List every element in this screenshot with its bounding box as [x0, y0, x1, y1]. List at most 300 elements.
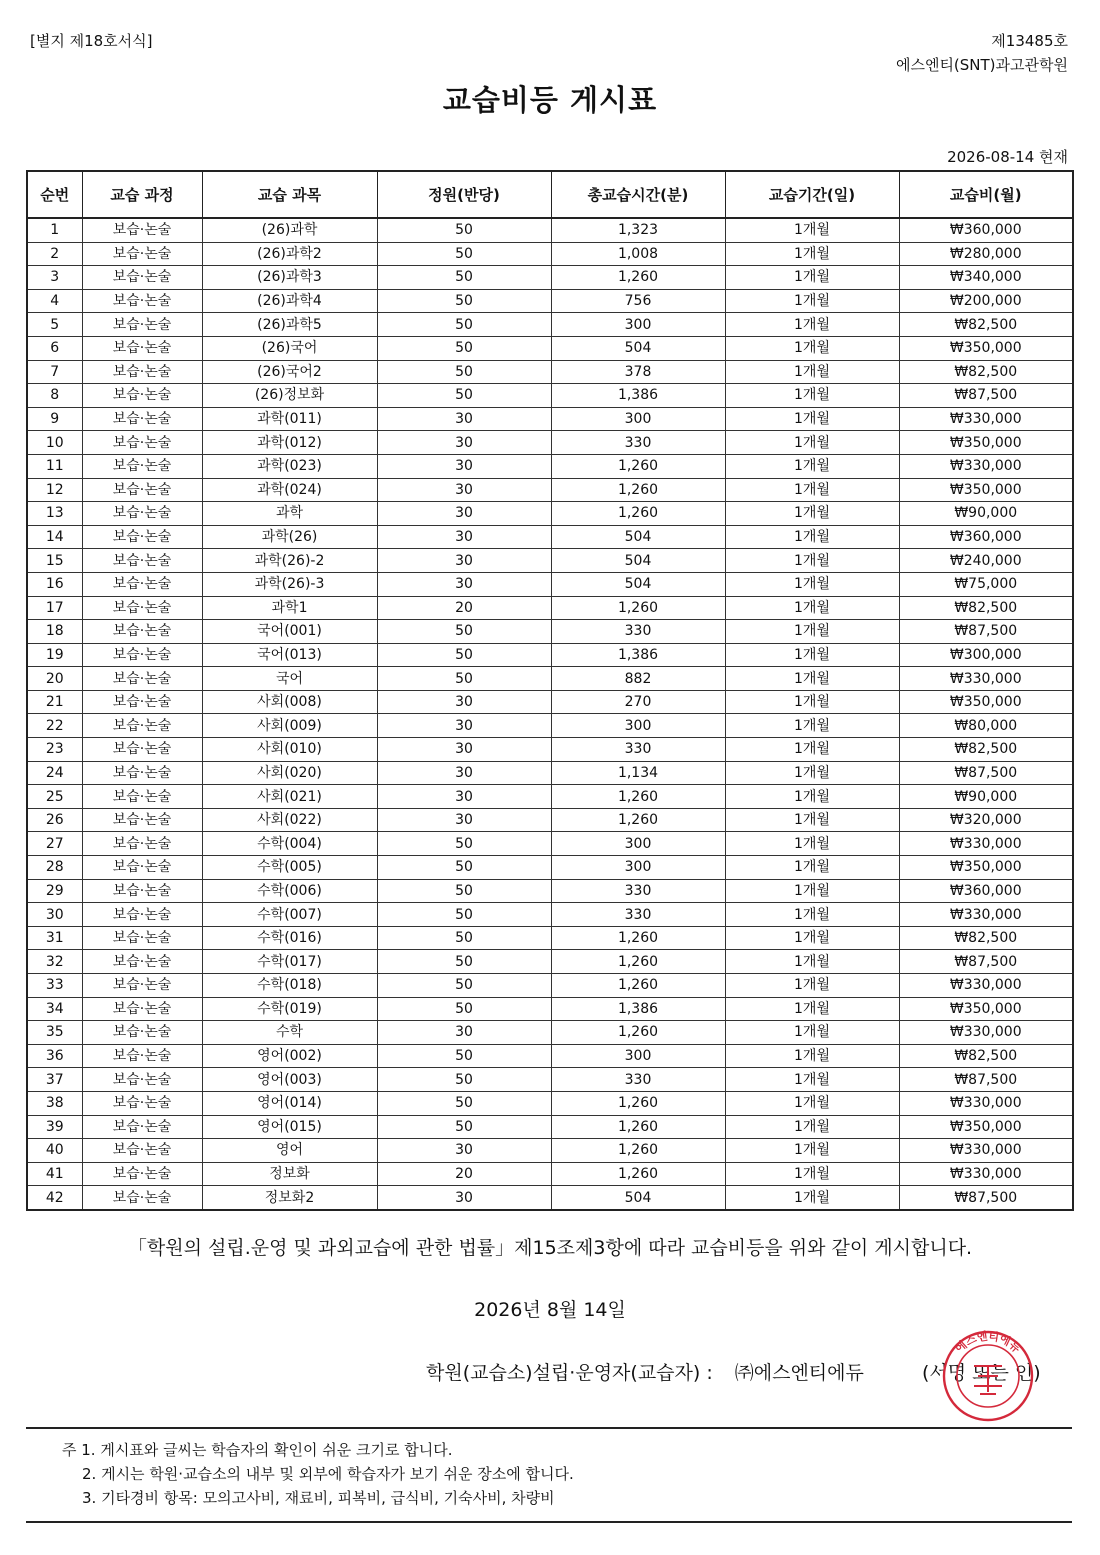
- capacity-cell: 30: [377, 407, 551, 431]
- course-cell: 보습·논술: [82, 1162, 202, 1186]
- period-cell: 1개월: [725, 1044, 899, 1068]
- table-row: [27, 360, 1073, 384]
- period-cell: 1개월: [725, 1139, 899, 1163]
- fee-cell: ₩280,000: [899, 242, 1073, 266]
- row-number: 25: [27, 785, 82, 809]
- course-cell: 보습·논술: [82, 242, 202, 266]
- subject-cell: 과학(024): [202, 478, 377, 502]
- fee-cell: ₩82,500: [899, 596, 1073, 620]
- course-cell: 보습·논술: [82, 690, 202, 714]
- period-cell: 1개월: [725, 242, 899, 266]
- seal-text: 에스엔티에듀: [953, 1329, 1023, 1356]
- table-row: [27, 431, 1073, 455]
- notes-bottom-rule: [26, 1521, 1072, 1523]
- total-minutes-cell: 756: [551, 289, 725, 313]
- row-number: 22: [27, 714, 82, 738]
- total-minutes-cell: 1,008: [551, 242, 725, 266]
- subject-cell: 정보화2: [202, 1186, 377, 1210]
- table-row: [27, 313, 1073, 337]
- capacity-cell: 50: [377, 974, 551, 998]
- table-row: [27, 1091, 1073, 1115]
- note-item: 2. 게시는 학원·교습소의 내부 및 외부에 학습자가 보기 쉬운 장소에 합니다.: [82, 1465, 574, 1483]
- fee-cell: ₩82,500: [899, 360, 1073, 384]
- column-header-subject: 교습 과목: [202, 171, 377, 218]
- capacity-cell: 20: [377, 1162, 551, 1186]
- row-number: 42: [27, 1186, 82, 1210]
- course-cell: 보습·논술: [82, 454, 202, 478]
- course-cell: 보습·논술: [82, 502, 202, 526]
- period-cell: 1개월: [725, 832, 899, 856]
- subject-cell: 사회(008): [202, 690, 377, 714]
- row-number: 39: [27, 1115, 82, 1139]
- operator-name: ㈜에스엔티에듀: [734, 1362, 864, 1384]
- period-cell: 1개월: [725, 879, 899, 903]
- capacity-cell: 30: [377, 808, 551, 832]
- table-row: [27, 620, 1073, 644]
- row-number: 18: [27, 620, 82, 644]
- course-cell: 보습·논술: [82, 1021, 202, 1045]
- course-cell: 보습·논술: [82, 549, 202, 573]
- row-number: 3: [27, 266, 82, 290]
- table-row: [27, 761, 1073, 785]
- subject-cell: 수학(006): [202, 879, 377, 903]
- row-number: 5: [27, 313, 82, 337]
- course-cell: 보습·논술: [82, 525, 202, 549]
- total-minutes-cell: 504: [551, 336, 725, 360]
- table-row: [27, 1044, 1073, 1068]
- capacity-cell: 30: [377, 431, 551, 455]
- total-minutes-cell: 1,260: [551, 596, 725, 620]
- period-cell: 1개월: [725, 266, 899, 290]
- subject-cell: 사회(021): [202, 785, 377, 809]
- total-minutes-cell: 1,260: [551, 1115, 725, 1139]
- period-cell: 1개월: [725, 1162, 899, 1186]
- column-header-fee: 교습비(월): [899, 171, 1073, 218]
- row-number: 2: [27, 242, 82, 266]
- operator-label: 학원(교습소)설립·운영자(교습자) :: [426, 1362, 713, 1384]
- capacity-cell: 30: [377, 549, 551, 573]
- fee-table: [26, 170, 1074, 1211]
- total-minutes-cell: 300: [551, 832, 725, 856]
- fee-cell: ₩330,000: [899, 1021, 1073, 1045]
- total-minutes-cell: 300: [551, 714, 725, 738]
- note-item: 주 1. 게시표와 글씨는 학습자의 확인이 쉬운 크기로 합니다.: [62, 1441, 453, 1459]
- capacity-cell: 50: [377, 643, 551, 667]
- subject-cell: 수학(005): [202, 856, 377, 880]
- subject-cell: 국어(001): [202, 620, 377, 644]
- operator-line: [426, 1358, 864, 1385]
- course-cell: 보습·논술: [82, 643, 202, 667]
- capacity-cell: 50: [377, 832, 551, 856]
- fee-cell: ₩350,000: [899, 431, 1073, 455]
- capacity-cell: 50: [377, 360, 551, 384]
- fee-cell: ₩330,000: [899, 454, 1073, 478]
- subject-cell: 영어(002): [202, 1044, 377, 1068]
- course-cell: 보습·논술: [82, 384, 202, 408]
- capacity-cell: 30: [377, 572, 551, 596]
- fee-cell: ₩200,000: [899, 289, 1073, 313]
- total-minutes-cell: 1,260: [551, 926, 725, 950]
- total-minutes-cell: 1,260: [551, 1091, 725, 1115]
- table-row: [27, 643, 1073, 667]
- capacity-cell: 50: [377, 1044, 551, 1068]
- capacity-cell: 50: [377, 313, 551, 337]
- course-cell: 보습·논술: [82, 974, 202, 998]
- course-cell: 보습·논술: [82, 761, 202, 785]
- subject-cell: 사회(022): [202, 808, 377, 832]
- fee-cell: ₩350,000: [899, 690, 1073, 714]
- subject-cell: 사회(009): [202, 714, 377, 738]
- row-number: 4: [27, 289, 82, 313]
- course-cell: 보습·논술: [82, 1139, 202, 1163]
- table-row: [27, 903, 1073, 927]
- table-row: [27, 454, 1073, 478]
- row-number: 20: [27, 667, 82, 691]
- row-number: 1: [27, 218, 82, 242]
- total-minutes-cell: 504: [551, 525, 725, 549]
- fee-cell: ₩240,000: [899, 549, 1073, 573]
- total-minutes-cell: 270: [551, 690, 725, 714]
- row-number: 6: [27, 336, 82, 360]
- capacity-cell: 30: [377, 761, 551, 785]
- period-cell: 1개월: [725, 808, 899, 832]
- period-cell: 1개월: [725, 714, 899, 738]
- subject-cell: 국어: [202, 667, 377, 691]
- fee-cell: ₩350,000: [899, 856, 1073, 880]
- table-body: [27, 218, 1073, 1210]
- course-cell: 보습·논술: [82, 336, 202, 360]
- fee-cell: ₩350,000: [899, 997, 1073, 1021]
- column-header-capacity: 정원(반당): [377, 171, 551, 218]
- capacity-cell: 30: [377, 1186, 551, 1210]
- total-minutes-cell: 378: [551, 360, 725, 384]
- course-cell: 보습·논술: [82, 572, 202, 596]
- table-row: [27, 384, 1073, 408]
- subject-cell: 수학(007): [202, 903, 377, 927]
- period-cell: 1개월: [725, 431, 899, 455]
- capacity-cell: 30: [377, 502, 551, 526]
- period-cell: 1개월: [725, 690, 899, 714]
- subject-cell: 과학(011): [202, 407, 377, 431]
- subject-cell: 사회(020): [202, 761, 377, 785]
- course-cell: 보습·논술: [82, 1044, 202, 1068]
- course-cell: 보습·논술: [82, 360, 202, 384]
- capacity-cell: 30: [377, 1139, 551, 1163]
- row-number: 10: [27, 431, 82, 455]
- row-number: 21: [27, 690, 82, 714]
- capacity-cell: 30: [377, 785, 551, 809]
- period-cell: 1개월: [725, 738, 899, 762]
- course-cell: 보습·논술: [82, 808, 202, 832]
- row-number: 28: [27, 856, 82, 880]
- row-number: 19: [27, 643, 82, 667]
- subject-cell: 수학(016): [202, 926, 377, 950]
- period-cell: 1개월: [725, 218, 899, 242]
- table-row: [27, 1162, 1073, 1186]
- table-row: [27, 1139, 1073, 1163]
- table-row: [27, 266, 1073, 290]
- period-cell: 1개월: [725, 761, 899, 785]
- subject-cell: 수학: [202, 1021, 377, 1045]
- course-cell: 보습·논술: [82, 714, 202, 738]
- row-number: 17: [27, 596, 82, 620]
- total-minutes-cell: 300: [551, 313, 725, 337]
- total-minutes-cell: 1,260: [551, 266, 725, 290]
- posting-date: 2026년 8월 14일: [474, 1299, 626, 1321]
- course-cell: 보습·논술: [82, 266, 202, 290]
- period-cell: 1개월: [725, 974, 899, 998]
- table-row: [27, 667, 1073, 691]
- table-row: [27, 714, 1073, 738]
- table-row: [27, 1021, 1073, 1045]
- total-minutes-cell: 1,260: [551, 1162, 725, 1186]
- table-row: [27, 478, 1073, 502]
- total-minutes-cell: 504: [551, 549, 725, 573]
- table-row: [27, 1115, 1073, 1139]
- subject-cell: 과학(26)-3: [202, 572, 377, 596]
- course-cell: 보습·논술: [82, 478, 202, 502]
- period-cell: 1개월: [725, 1186, 899, 1210]
- fee-cell: ₩330,000: [899, 667, 1073, 691]
- subject-cell: 영어(014): [202, 1091, 377, 1115]
- period-cell: 1개월: [725, 313, 899, 337]
- capacity-cell: 50: [377, 856, 551, 880]
- academy-name: 에스엔티(SNT)과고관학원: [895, 56, 1068, 74]
- total-minutes-cell: 1,260: [551, 1139, 725, 1163]
- period-cell: 1개월: [725, 856, 899, 880]
- subject-cell: (26)국어2: [202, 360, 377, 384]
- row-number: 37: [27, 1068, 82, 1092]
- subject-cell: 과학(26)-2: [202, 549, 377, 573]
- table-header-row: [27, 171, 1073, 218]
- subject-cell: 사회(010): [202, 738, 377, 762]
- subject-cell: (26)과학: [202, 218, 377, 242]
- capacity-cell: 50: [377, 1091, 551, 1115]
- column-header-no: 순번: [27, 171, 82, 218]
- row-number: 23: [27, 738, 82, 762]
- capacity-cell: 50: [377, 997, 551, 1021]
- fee-cell: ₩87,500: [899, 950, 1073, 974]
- period-cell: 1개월: [725, 360, 899, 384]
- fee-cell: ₩330,000: [899, 1139, 1073, 1163]
- table-row: [27, 856, 1073, 880]
- total-minutes-cell: 882: [551, 667, 725, 691]
- row-number: 40: [27, 1139, 82, 1163]
- table-row: [27, 289, 1073, 313]
- period-cell: 1개월: [725, 926, 899, 950]
- table-row: [27, 879, 1073, 903]
- period-cell: 1개월: [725, 997, 899, 1021]
- fee-cell: ₩330,000: [899, 1091, 1073, 1115]
- fee-cell: ₩87,500: [899, 384, 1073, 408]
- page-title: 교습비등 게시표: [442, 83, 658, 117]
- row-number: 33: [27, 974, 82, 998]
- fee-cell: ₩340,000: [899, 266, 1073, 290]
- fee-cell: ₩330,000: [899, 1162, 1073, 1186]
- capacity-cell: 50: [377, 620, 551, 644]
- company-seal-stamp: [940, 1328, 1036, 1424]
- period-cell: 1개월: [725, 1021, 899, 1045]
- fee-cell: ₩330,000: [899, 974, 1073, 998]
- course-cell: 보습·논술: [82, 313, 202, 337]
- total-minutes-cell: 300: [551, 1044, 725, 1068]
- fee-cell: ₩330,000: [899, 407, 1073, 431]
- table-row: [27, 832, 1073, 856]
- total-minutes-cell: 1,134: [551, 761, 725, 785]
- row-number: 14: [27, 525, 82, 549]
- period-cell: 1개월: [725, 525, 899, 549]
- subject-cell: 영어(015): [202, 1115, 377, 1139]
- capacity-cell: 30: [377, 525, 551, 549]
- total-minutes-cell: 1,260: [551, 478, 725, 502]
- subject-cell: 과학(012): [202, 431, 377, 455]
- capacity-cell: 50: [377, 926, 551, 950]
- table-row: [27, 596, 1073, 620]
- fee-cell: ₩350,000: [899, 336, 1073, 360]
- row-number: 34: [27, 997, 82, 1021]
- row-number: 38: [27, 1091, 82, 1115]
- total-minutes-cell: 330: [551, 431, 725, 455]
- period-cell: 1개월: [725, 572, 899, 596]
- table-row: [27, 785, 1073, 809]
- subject-cell: 수학(018): [202, 974, 377, 998]
- capacity-cell: 50: [377, 218, 551, 242]
- subject-cell: (26)정보화: [202, 384, 377, 408]
- subject-cell: (26)국어: [202, 336, 377, 360]
- course-cell: 보습·논술: [82, 1115, 202, 1139]
- fee-cell: ₩82,500: [899, 313, 1073, 337]
- period-cell: 1개월: [725, 289, 899, 313]
- fee-cell: ₩82,500: [899, 738, 1073, 762]
- total-minutes-cell: 330: [551, 620, 725, 644]
- capacity-cell: 30: [377, 714, 551, 738]
- course-cell: 보습·논술: [82, 667, 202, 691]
- course-cell: 보습·논술: [82, 950, 202, 974]
- row-number: 27: [27, 832, 82, 856]
- total-minutes-cell: 1,260: [551, 785, 725, 809]
- capacity-cell: 50: [377, 1068, 551, 1092]
- fee-cell: ₩350,000: [899, 1115, 1073, 1139]
- total-minutes-cell: 1,260: [551, 1021, 725, 1045]
- column-header-period: 교습기간(일): [725, 171, 899, 218]
- period-cell: 1개월: [725, 785, 899, 809]
- fee-cell: ₩360,000: [899, 879, 1073, 903]
- capacity-cell: 50: [377, 336, 551, 360]
- fee-cell: ₩75,000: [899, 572, 1073, 596]
- table-row: [27, 1186, 1073, 1210]
- course-cell: 보습·논술: [82, 879, 202, 903]
- subject-cell: 국어(013): [202, 643, 377, 667]
- course-cell: 보습·논술: [82, 1068, 202, 1092]
- total-minutes-cell: 504: [551, 572, 725, 596]
- period-cell: 1개월: [725, 903, 899, 927]
- row-number: 32: [27, 950, 82, 974]
- table-row: [27, 242, 1073, 266]
- subject-cell: (26)과학2: [202, 242, 377, 266]
- capacity-cell: 50: [377, 1115, 551, 1139]
- course-cell: 보습·논술: [82, 856, 202, 880]
- fee-cell: ₩90,000: [899, 502, 1073, 526]
- table-row: [27, 738, 1073, 762]
- course-cell: 보습·논술: [82, 289, 202, 313]
- subject-cell: 수학(004): [202, 832, 377, 856]
- subject-cell: 수학(019): [202, 997, 377, 1021]
- total-minutes-cell: 330: [551, 903, 725, 927]
- table-row: [27, 407, 1073, 431]
- fee-cell: ₩82,500: [899, 1044, 1073, 1068]
- as-of-date: 2026-08-14 현재: [947, 148, 1068, 166]
- fee-cell: ₩87,500: [899, 761, 1073, 785]
- fee-cell: ₩330,000: [899, 832, 1073, 856]
- row-number: 7: [27, 360, 82, 384]
- total-minutes-cell: 330: [551, 738, 725, 762]
- capacity-cell: 50: [377, 242, 551, 266]
- course-cell: 보습·논술: [82, 785, 202, 809]
- course-cell: 보습·논술: [82, 431, 202, 455]
- capacity-cell: 30: [377, 478, 551, 502]
- period-cell: 1개월: [725, 384, 899, 408]
- notes: [62, 1438, 574, 1510]
- table-row: [27, 950, 1073, 974]
- period-cell: 1개월: [725, 502, 899, 526]
- capacity-cell: 30: [377, 454, 551, 478]
- total-minutes-cell: 300: [551, 856, 725, 880]
- fee-cell: ₩360,000: [899, 525, 1073, 549]
- table-row: [27, 549, 1073, 573]
- subject-cell: 과학(26): [202, 525, 377, 549]
- total-minutes-cell: 1,260: [551, 950, 725, 974]
- table-row: [27, 336, 1073, 360]
- fee-cell: ₩90,000: [899, 785, 1073, 809]
- table-row: [27, 218, 1073, 242]
- period-cell: 1개월: [725, 620, 899, 644]
- subject-cell: 정보화: [202, 1162, 377, 1186]
- row-number: 26: [27, 808, 82, 832]
- course-cell: 보습·논술: [82, 903, 202, 927]
- capacity-cell: 30: [377, 690, 551, 714]
- course-cell: 보습·논술: [82, 407, 202, 431]
- table-row: [27, 525, 1073, 549]
- notes-top-rule: [26, 1427, 1072, 1429]
- fee-cell: ₩360,000: [899, 218, 1073, 242]
- capacity-cell: 50: [377, 950, 551, 974]
- capacity-cell: 20: [377, 596, 551, 620]
- row-number: 36: [27, 1044, 82, 1068]
- period-cell: 1개월: [725, 1115, 899, 1139]
- capacity-cell: 50: [377, 384, 551, 408]
- capacity-cell: 50: [377, 289, 551, 313]
- row-number: 16: [27, 572, 82, 596]
- period-cell: 1개월: [725, 667, 899, 691]
- period-cell: 1개월: [725, 1091, 899, 1115]
- fee-cell: ₩350,000: [899, 478, 1073, 502]
- form-number: [별지 제18호서식]: [30, 32, 153, 50]
- total-minutes-cell: 1,386: [551, 384, 725, 408]
- total-minutes-cell: 1,323: [551, 218, 725, 242]
- capacity-cell: 50: [377, 266, 551, 290]
- column-header-total-minutes: 총교습시간(분): [551, 171, 725, 218]
- capacity-cell: 50: [377, 903, 551, 927]
- table-row: [27, 572, 1073, 596]
- row-number: 29: [27, 879, 82, 903]
- row-number: 12: [27, 478, 82, 502]
- table-row: [27, 502, 1073, 526]
- capacity-cell: 30: [377, 1021, 551, 1045]
- capacity-cell: 50: [377, 667, 551, 691]
- period-cell: 1개월: [725, 1068, 899, 1092]
- fee-cell: ₩82,500: [899, 926, 1073, 950]
- subject-cell: 영어(003): [202, 1068, 377, 1092]
